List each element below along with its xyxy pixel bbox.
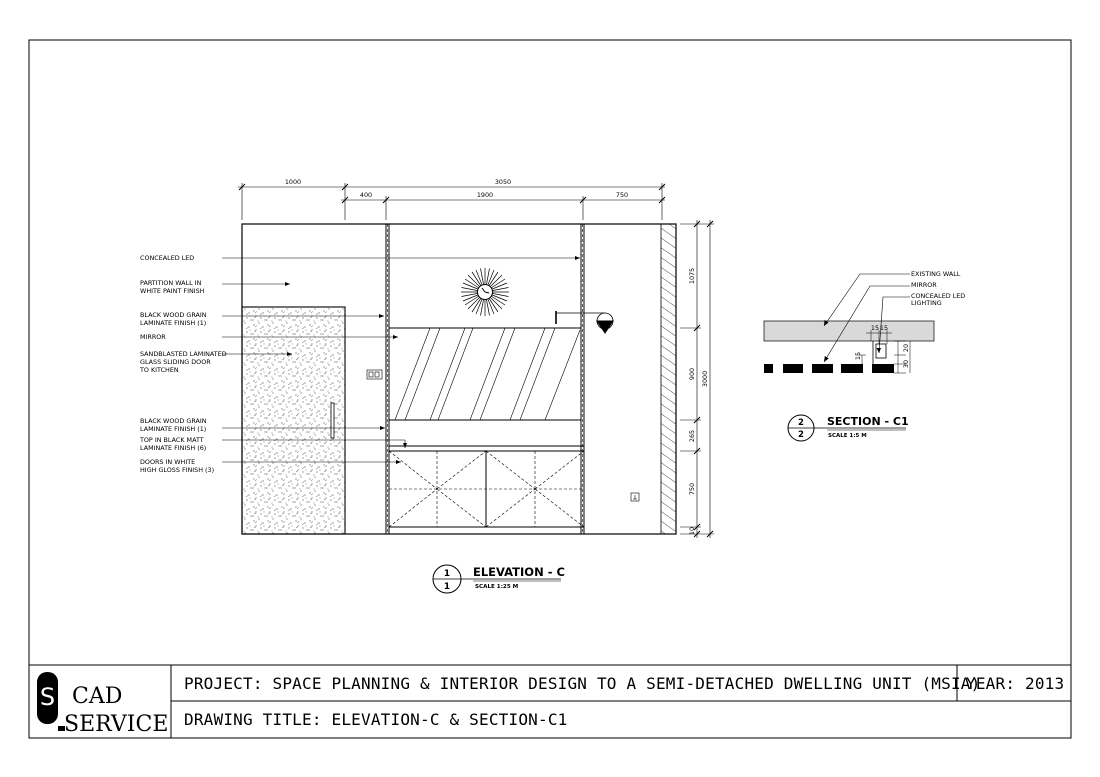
top-dimensions: [238, 183, 665, 220]
label-black-wood-grain-2: LAMINATE FINISH (1): [140, 319, 207, 327]
year: YEAR: 2013: [966, 674, 1065, 693]
right-wall-hatch: [661, 224, 676, 534]
logo-service: SERVICE: [64, 712, 169, 737]
label-concealed-led: CONCEALED LED: [140, 254, 195, 262]
sunburst-clock: [461, 268, 509, 316]
project-title: PROJECT: SPACE PLANNING & INTERIOR DESIGN TO A SEMI-DETACHED DWELLING UNIT (MSIA): [184, 674, 981, 693]
label-sandblasted-glass: SANDBLASTED LAMINATED: [140, 350, 227, 358]
elevation-scale: SCALE 1:25 M: [475, 584, 519, 590]
label-sandblasted-glass-2: GLASS SLIDING DOOR: [140, 358, 211, 366]
label-doors-white: DOORS IN WHITE: [140, 458, 196, 466]
section-dim-30: 30: [902, 359, 910, 369]
section-bubble-bottom: 2: [798, 430, 804, 440]
socket-plate: [631, 493, 639, 501]
section-dim-20: 20: [902, 343, 910, 353]
dim-265: 265: [688, 429, 696, 443]
label-mirror: MIRROR: [140, 333, 166, 341]
label-doors-white-2: HIGH GLOSS FINISH (3): [140, 466, 215, 474]
cad-service-logo: [37, 672, 168, 737]
dim-1000: 1000: [284, 178, 302, 186]
section-bubble-top: 2: [798, 418, 804, 428]
dim-3000: 3000: [701, 370, 709, 388]
dim-900: 900: [688, 367, 696, 381]
title-block: [29, 665, 1071, 738]
label-top-black-matt-2: LAMINATE FINISH (6): [140, 444, 207, 452]
switch-plate: [367, 370, 382, 379]
label-black-wood-grain-lower: BLACK WOOD GRAIN: [140, 417, 207, 425]
label-black-wood-grain: BLACK WOOD GRAIN: [140, 311, 207, 319]
elevation-bubble-top: 1: [443, 569, 451, 579]
label-sandblasted-glass-3: TO KITCHEN: [140, 366, 179, 374]
label-black-wood-grain-lower-2: LAMINATE FINISH (1): [140, 425, 207, 433]
led-profile: [876, 344, 886, 358]
cabinet-doors: [389, 451, 584, 527]
section-label-lighting: LIGHTING: [911, 299, 942, 307]
elevation-title: ELEVATION - C: [473, 565, 565, 579]
section-dim-15a: 15: [870, 324, 880, 332]
elevation-c: [139, 178, 714, 593]
sliding-glass-door: [242, 307, 345, 534]
elevation-labels: [139, 254, 227, 474]
dim-3050: 3050: [494, 178, 512, 186]
existing-wall: [764, 321, 934, 341]
dim-1900: 1900: [476, 191, 494, 199]
section-c1: [764, 270, 965, 441]
dim-750-right: 750: [688, 482, 696, 496]
dim-750: 750: [615, 191, 629, 199]
section-scale: SCALE 1:5 M: [828, 433, 867, 439]
section-title: SECTION - C1: [827, 415, 909, 428]
dim-10: 10: [688, 526, 696, 536]
section-label-concealed-led: CONCEALED LED: [911, 292, 966, 300]
section-dim-15b: 15: [879, 324, 889, 332]
mirror-section-strip: [764, 364, 894, 373]
section-label-mirror: MIRROR: [911, 281, 937, 289]
label-partition-wall-2: WHITE PAINT FINISH: [140, 287, 205, 295]
label-top-black-matt: TOP IN BLACK MATT: [140, 436, 204, 444]
elevation-title-block: [433, 565, 565, 593]
door-handle: [331, 403, 334, 438]
dim-1075: 1075: [688, 267, 696, 285]
label-partition-wall: PARTITION WALL IN: [140, 279, 202, 287]
logo-cad: CAD: [72, 684, 123, 709]
section-label-existing-wall: EXISTING WALL: [911, 270, 961, 278]
elevation-bubble-bottom: 1: [443, 582, 451, 592]
logo-letter: S: [39, 683, 56, 711]
dim-400: 400: [359, 191, 373, 199]
section-dim-15c: 15: [854, 351, 862, 361]
drawing-title: DRAWING TITLE: ELEVATION-C & SECTION-C1: [184, 710, 568, 729]
section-leaders: [824, 274, 910, 362]
section-title-block: [788, 415, 909, 441]
